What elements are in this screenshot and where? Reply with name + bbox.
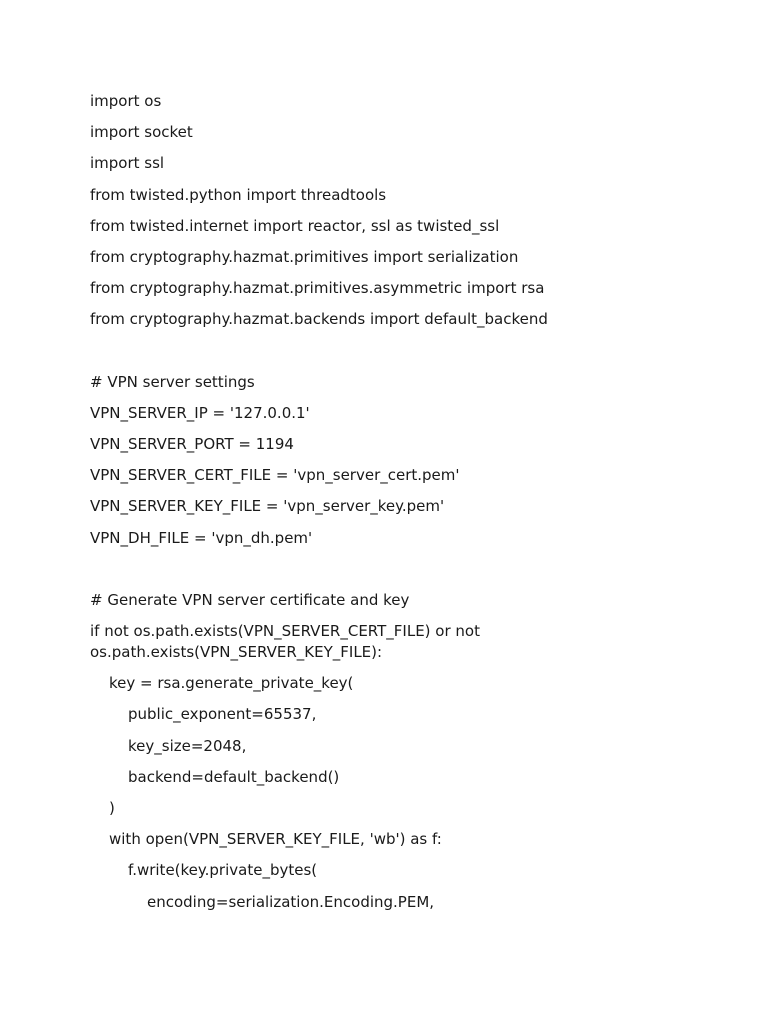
code-comment: # Generate VPN server certificate and key (90, 591, 410, 609)
code-line: VPN_DH_FILE = 'vpn_dh.pem' (90, 528, 313, 547)
code-line: with open(VPN_SERVER_KEY_FILE, 'wb') as f: (109, 830, 442, 849)
code-line: VPN_SERVER_KEY_FILE = 'vpn_server_key.pem' (90, 497, 445, 516)
blank-line (90, 559, 710, 590)
code-line: VPN_SERVER_PORT = 1194 (90, 435, 294, 454)
code-line: key = rsa.generate_private_key( (109, 674, 354, 693)
code-line: import ssl (90, 154, 165, 173)
code-line: key_size=2048, (128, 736, 247, 755)
code-line: VPN_SERVER_CERT_FILE = 'vpn_server_cert.pem' (90, 466, 460, 485)
blank-line (90, 341, 710, 372)
code-line: import socket (90, 123, 193, 142)
code-line: backend=default_backend() (128, 767, 340, 786)
code-line: from cryptography.hazmat.primitives import serialization (90, 247, 519, 266)
code-line: if not os.path.exists(VPN_SERVER_CERT_FILE) or not os.path.exists(VPN_SERVER_KEY_FILE): (90, 622, 480, 662)
code-line: f.write(key.private_bytes( (128, 861, 318, 880)
code-line: from twisted.internet import reactor, ssl as twisted_ssl (90, 216, 500, 235)
code-line: from twisted.python import threadtools (90, 185, 387, 204)
code-line: ) (109, 798, 115, 817)
code-comment: # VPN server settings (90, 372, 255, 391)
code-document (90, 91, 710, 923)
code-line: from cryptography.hazmat.primitives.asymmetric import rsa (90, 279, 545, 298)
code-line: public_exponent=65537, (128, 705, 317, 724)
code-line: encoding=serialization.Encoding.PEM, (147, 892, 435, 911)
code-line: VPN_SERVER_IP = '127.0.0.1' (90, 403, 310, 422)
code-line: from cryptography.hazmat.backends import default_backend (90, 310, 548, 329)
code-line: import os (90, 92, 162, 110)
